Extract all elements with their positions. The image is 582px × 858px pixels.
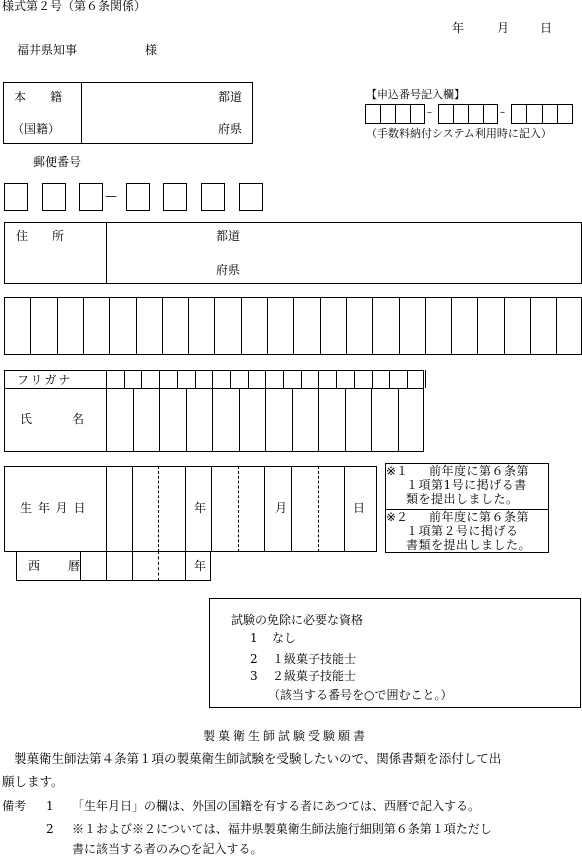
check-item-1[interactable]	[386, 464, 548, 509]
birthdate-input[interactable]	[107, 467, 375, 551]
birth-day-label: 日	[353, 501, 366, 515]
body-text-line-2: 願します。	[2, 774, 64, 789]
form-number: 様式第２号（第６条関係）	[2, 0, 147, 13]
appno-separator-2: –	[500, 107, 505, 118]
address-cell-divider	[109, 297, 110, 355]
honseki-pref-top: 都道	[218, 90, 243, 104]
postal-digit-4[interactable]	[126, 183, 150, 211]
address-cell-divider	[162, 297, 163, 355]
qualification-option-2-num: 2	[250, 652, 258, 666]
postal-digit-5[interactable]	[163, 183, 187, 211]
kokuseki-label: （国籍）	[12, 122, 61, 136]
address-cell-divider	[504, 297, 505, 355]
postal-digit-7[interactable]	[239, 183, 263, 211]
address-input[interactable]	[250, 222, 580, 284]
document-title: 製菓衛生師試験受験願書	[203, 729, 369, 743]
qualification-option-2[interactable]	[240, 653, 440, 669]
remark-2-num: 2	[46, 822, 54, 836]
address-cell-divider	[83, 297, 84, 355]
address-cell-divider	[30, 297, 31, 355]
qualification-option-1-num: 1	[250, 631, 258, 645]
addressee-suffix: 様	[145, 43, 158, 57]
address-cell-divider	[477, 297, 478, 355]
body-text-line-1: 製菓衛生師法第４条第１項の製菓衛生師試験を受験したいので、関係書類を添付して出	[14, 751, 502, 766]
remark-2-text-line-2: 書に該当する者のみ○を記入する。	[72, 842, 263, 856]
address-pref-bottom: 府県	[216, 263, 241, 277]
address-cell-divider	[425, 297, 426, 355]
qualification-option-3[interactable]	[240, 670, 440, 686]
check-1-line-2: １項第1号に掲げる書	[406, 478, 527, 492]
seireki-input[interactable]	[81, 552, 184, 580]
qualification-option-3-num: 3	[250, 669, 258, 683]
address-cell-divider	[530, 297, 531, 355]
furigana-input[interactable]	[107, 371, 423, 387]
address-cell-divider	[556, 297, 557, 355]
qualification-option-1[interactable]	[240, 632, 440, 648]
address-cell-divider	[293, 297, 294, 355]
address-cell-divider	[57, 297, 58, 355]
remark-2-text-line-1: ※１および※２については、福井県製菓衛生師法施行細則第６条第１項ただし	[72, 822, 492, 836]
application-number-field[interactable]	[365, 104, 575, 124]
date-year-label: 年	[452, 21, 465, 35]
qualification-note: （該当する番号を○で囲むこと。）	[268, 688, 453, 702]
check-1-line-1: 前年度に第６条第	[429, 464, 530, 478]
date-day-label: 日	[540, 21, 553, 35]
postal-digit-3[interactable]	[79, 183, 103, 211]
address-label: 住 所	[16, 229, 71, 243]
check-2-line-3: 書類を提出しました。	[406, 538, 532, 552]
furigana-label: フリガナ	[17, 373, 73, 387]
honseki-pref-bottom: 府県	[218, 122, 243, 136]
application-number-title: 【申込番号記入欄】	[366, 88, 465, 101]
postal-digit-6[interactable]	[201, 183, 225, 211]
addressee-name: 福井県知事	[17, 43, 78, 57]
seireki-year-label: 年	[194, 559, 207, 573]
honseki-label: 本 籍	[14, 90, 69, 104]
qualification-title: 試験の免除に必要な資格	[231, 613, 364, 627]
address-cell-divider	[241, 297, 242, 355]
address-cell-divider	[399, 297, 400, 355]
check-item-2[interactable]	[386, 510, 548, 552]
check-1-line-3: 類を提出しました。	[406, 492, 519, 506]
address-cell-divider	[320, 297, 321, 355]
address-cell-divider	[214, 297, 215, 355]
postal-digit-2[interactable]	[42, 183, 66, 211]
check-2-line-2: １項第２号に掲げる	[406, 524, 519, 538]
remark-1-text: 「生年月日」の欄は、外国の国籍を有する者にあつては、西暦で記入する。	[72, 799, 481, 813]
address-pref-top: 都道	[216, 229, 241, 243]
honseki-input[interactable]	[81, 82, 211, 144]
application-number-note: （手数料納付システム利用時に記入）	[366, 127, 552, 140]
furigana-cell-divider	[425, 370, 426, 388]
date-month-label: 月	[497, 21, 510, 35]
birth-month-label: 月	[275, 501, 288, 515]
name-label: 氏 名	[20, 412, 99, 426]
remarks-label: 備考	[2, 799, 27, 813]
qualification-option-2-label: １級菓子技能士	[272, 652, 357, 666]
appno-separator-1: –	[427, 107, 432, 118]
check-2-line-1: 前年度に第６条第	[429, 510, 530, 524]
qualification-option-3-label: ２級菓子技能士	[272, 669, 357, 683]
qualification-option-1-label: なし	[272, 631, 297, 645]
address-cell-divider	[372, 297, 373, 355]
postal-digit-1[interactable]	[4, 183, 28, 211]
birthdate-label: 生 年 月 日	[20, 501, 87, 515]
check-1-mark: ※１	[386, 464, 409, 478]
postal-label: 郵便番号	[33, 155, 82, 169]
address-cell-divider	[136, 297, 137, 355]
address-cell-divider	[267, 297, 268, 355]
postal-dash: —	[105, 189, 117, 203]
address-cell-divider	[188, 297, 189, 355]
birth-year-label: 年	[194, 501, 207, 515]
name-input[interactable]	[107, 389, 423, 451]
seireki-label: 西 暦	[28, 559, 89, 573]
address-cell-divider	[346, 297, 347, 355]
address-cell-divider	[451, 297, 452, 355]
remark-1-num: 1	[46, 799, 54, 813]
check-2-mark: ※２	[386, 510, 409, 524]
